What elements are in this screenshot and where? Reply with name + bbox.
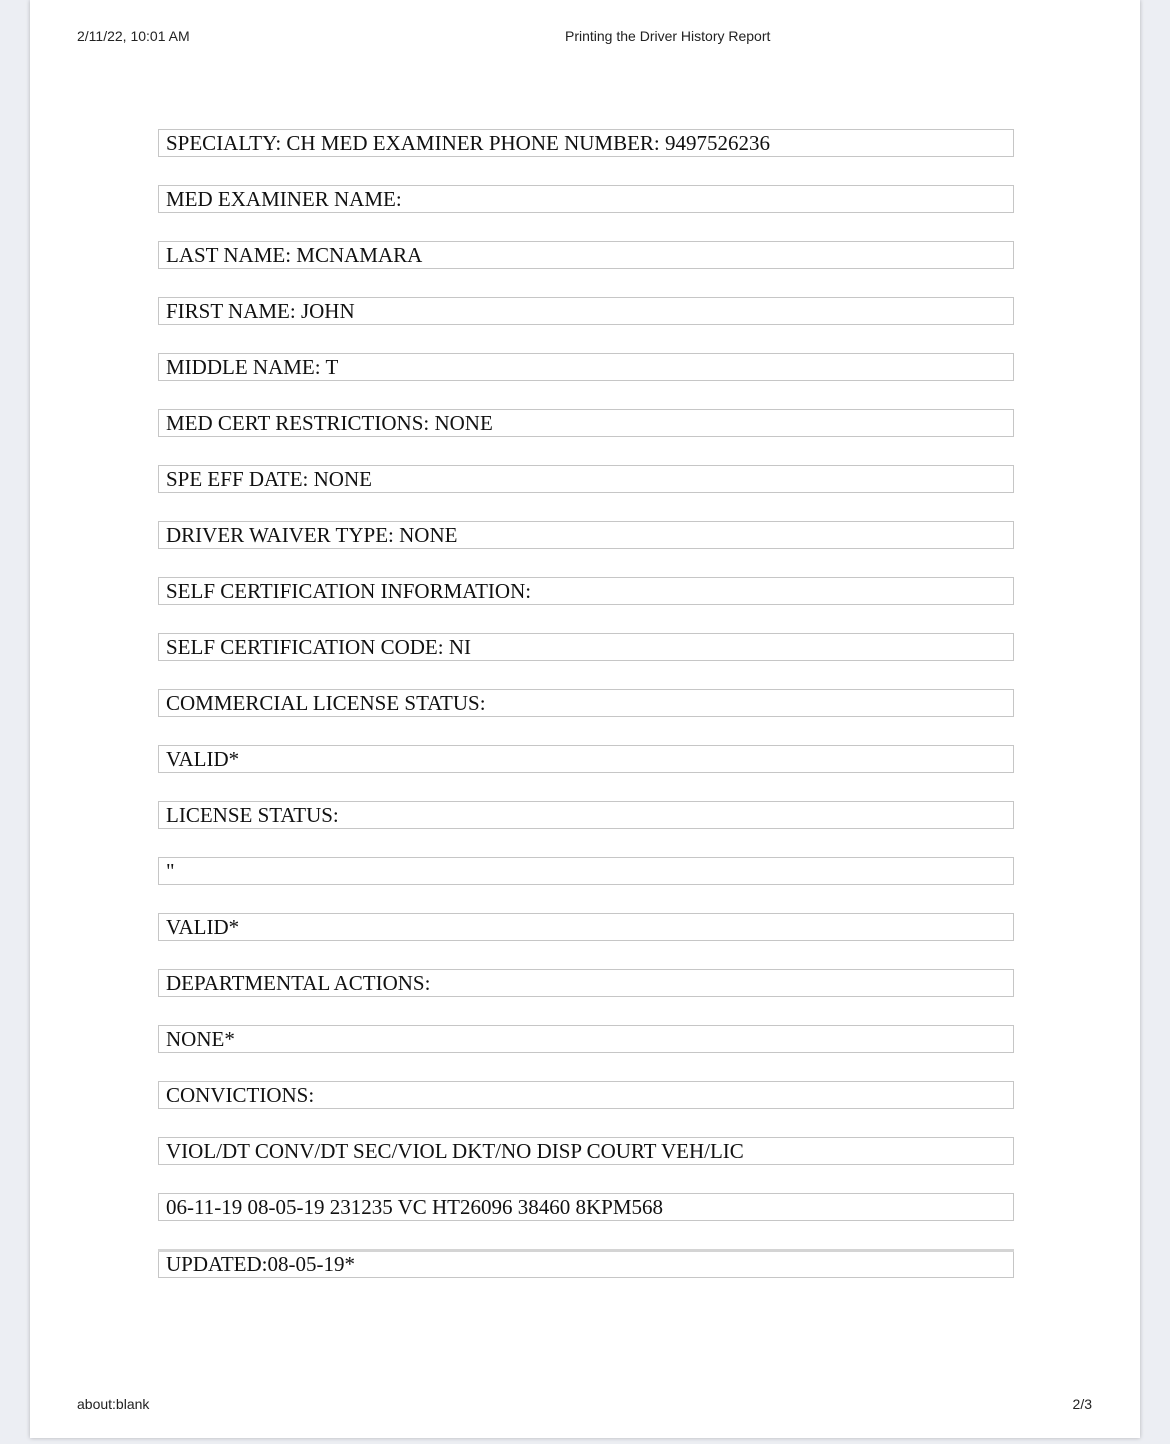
report-row-conviction-entry: 06-11-19 08-05-19 231235 VC HT26096 38460 8KPM568 <box>158 1193 1014 1221</box>
report-row-self-cert-code: SELF CERTIFICATION CODE: NI <box>158 633 1014 661</box>
print-datetime: 2/11/22, 10:01 AM <box>77 28 190 44</box>
report-row-convictions-header: VIOL/DT CONV/DT SEC/VIOL DKT/NO DISP COURT VEH/LIC <box>158 1137 1014 1165</box>
report-row-med-examiner-name: MED EXAMINER NAME: <box>158 185 1014 213</box>
report-row-spe-eff-date: SPE EFF DATE: NONE <box>158 465 1014 493</box>
report-row-license-status: LICENSE STATUS: <box>158 801 1014 829</box>
page-title: Printing the Driver History Report <box>565 28 771 44</box>
report-row-med-cert-restrictions: MED CERT RESTRICTIONS: NONE <box>158 409 1014 437</box>
report-row-license-valid: VALID* <box>158 913 1014 941</box>
report-page <box>30 0 1140 1438</box>
report-row-last-name: LAST NAME: MCNAMARA <box>158 241 1014 269</box>
report-rows <box>158 129 1014 1306</box>
report-row-departmental-actions: DEPARTMENTAL ACTIONS: <box>158 969 1014 997</box>
report-row-departmental-none: NONE* <box>158 1025 1014 1053</box>
report-row-quote: " <box>158 857 1014 885</box>
section-divider <box>158 1249 1014 1252</box>
report-row-updated: UPDATED:08-05-19* <box>158 1250 1014 1278</box>
report-row-commercial-license-status: COMMERCIAL LICENSE STATUS: <box>158 689 1014 717</box>
report-row-middle-name: MIDDLE NAME: T <box>158 353 1014 381</box>
report-row-first-name: FIRST NAME: JOHN <box>158 297 1014 325</box>
report-row-commercial-valid: VALID* <box>158 745 1014 773</box>
report-row-self-cert-info: SELF CERTIFICATION INFORMATION: <box>158 577 1014 605</box>
report-row-specialty: SPECIALTY: CH MED EXAMINER PHONE NUMBER: 9497526236 <box>158 129 1014 157</box>
footer-url: about:blank <box>77 1396 150 1412</box>
report-row-convictions: CONVICTIONS: <box>158 1081 1014 1109</box>
report-row-driver-waiver-type: DRIVER WAIVER TYPE: NONE <box>158 521 1014 549</box>
page-number: 2/3 <box>1072 1396 1092 1412</box>
